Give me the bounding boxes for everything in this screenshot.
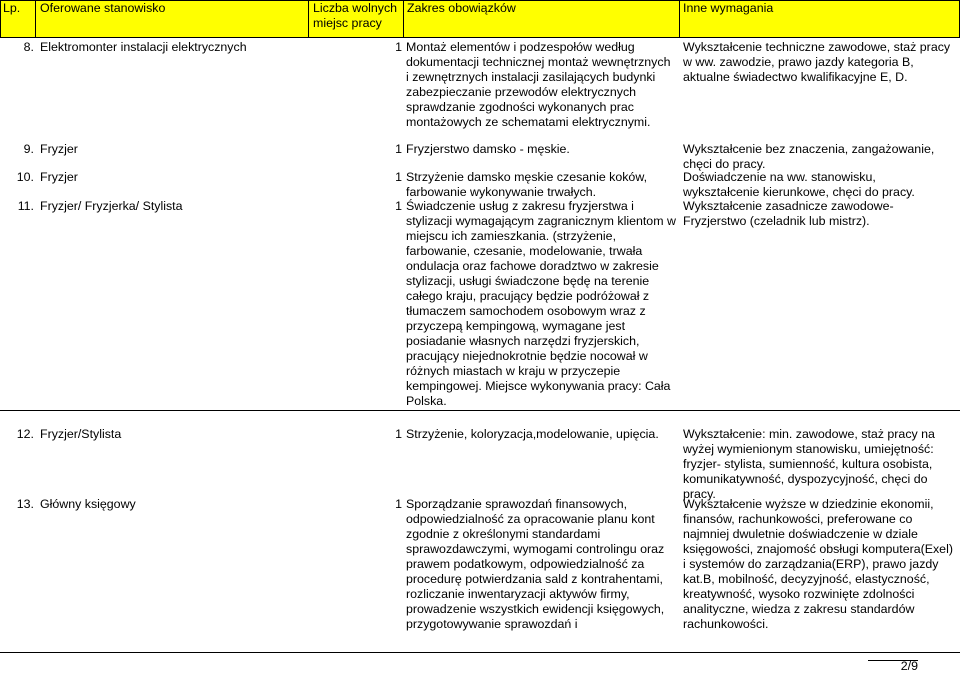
page-number: 2/9 <box>900 659 918 673</box>
row-position: Fryzjer/ Fryzjerka/ Stylista <box>40 199 183 213</box>
row-duties: Montaż elementów i podzespołów według dokumentacji technicznej montaż wewnętrznych i zewnętrznych instalacji zasilających budynki zabezpieczanie przewodów elektrycznych sprawdzanie zgodności wykonanych prac montażowych ze schematami elektrycznymi. <box>406 40 671 129</box>
row-number: 9. <box>23 142 34 156</box>
row-position: Główny księgowy <box>40 497 136 511</box>
row-duties: Fryzjerstwo damsko - męskie. <box>406 142 570 156</box>
header-divider <box>403 0 404 38</box>
header-stanowisko: Oferowane stanowisko <box>40 1 166 15</box>
row-count: 1 <box>395 170 402 184</box>
header-divider <box>0 0 1 38</box>
row-number: 8. <box>23 40 34 54</box>
header-lp: Lp. <box>3 1 21 15</box>
row-duties: Sporządzanie sprawozdań finansowych, odpowiedzialność za opracowanie planu kont zgodnie z określonymi standardami sprawozdawczymi, wymogami controlingu oraz prawem podatkowym, odpowiedzialność za procedurę potwierdzania sald z kontrahentami, rozliczanie inwentaryzacji aktywów firmy, prowadzenie wszystkich ewidencji księgowych, przygotowywanie sprawozdań i <box>406 497 665 631</box>
row-number: 10. <box>16 170 34 184</box>
header-divider <box>35 0 36 38</box>
row-count: 1 <box>395 142 402 156</box>
row-duties: Świadczenie usług z zakresu fryzjerstwa i stylizacji wymagającym zagranicznym klientom w miejscu ich zamieszkania. (strzyżenie, farbowanie, czesanie, modelowanie, trwała ondulacja oraz fachowe doradztwo w zakresie stylizacji, usługi świadczone będę na terenie całego kraju, pracujący będzie podróżował z tłumaczem samochodem osobowym wraz z przyczepą kempingową, wymagane jest posiadanie własnych narzędzi fryzjerskich, pracujący niejednokrotnie będzie nocował w różnych miastach w kraju w przyczepie kempingowej. Miejsce wykonywania pracy: Cała Polska. <box>406 199 676 408</box>
row-requirements: Wykształcenie zasadnicze zawodowe- Fryzjerstwo (czeladnik lub mistrz). <box>683 199 894 228</box>
header-zakres: Zakres obowiązków <box>407 1 516 15</box>
row-count: 1 <box>395 40 402 54</box>
row-requirements: Doświadczenie na ww. stanowisku, wykształcenie kierunkowe, chęci do pracy. <box>683 170 915 199</box>
row-position: Elektromonter instalacji elektrycznych <box>40 40 247 54</box>
row-count: 1 <box>395 497 402 511</box>
row-number: 11. <box>17 199 34 213</box>
row-number: 13. <box>16 497 34 511</box>
header-divider <box>308 0 309 38</box>
row-count: 1 <box>395 427 402 441</box>
row-duties: Strzyżenie, koloryzacja,modelowanie, upięcia. <box>406 427 659 441</box>
header-bottom-border <box>0 37 960 38</box>
row-requirements: Wykształcenie techniczne zawodowe, staż pracy w ww. zawodzie, prawo jazdy kategoria B, aktualne świadectwo kwalifikacyjne E, D. <box>683 40 951 84</box>
row-separator <box>0 652 960 653</box>
header-inne: Inne wymagania <box>683 1 774 15</box>
row-position: Fryzjer <box>40 142 78 156</box>
row-position: Fryzjer/Stylista <box>40 427 122 441</box>
row-position: Fryzjer <box>40 170 78 184</box>
row-number: 12. <box>16 427 34 441</box>
header-liczba: Liczba wolnych miejsc pracy <box>313 1 398 30</box>
header-divider <box>679 0 680 38</box>
row-requirements: Wykształcenie wyższe w dziedzinie ekonomii, finansów, rachunkowości, preferowane co najmniej dwuletnie doświadczenie w dziale księgowości, znajomość obsługi komputera(Exel) i systemów do zarządzania(ERP), prawo jazdy kat.B, mobilność, decyzyjność, elastyczność, kreatywność, wysoko rozwinięte zdolności analityczne, wiedza z zakresu standardów rachunkowości. <box>683 497 953 631</box>
row-requirements: Wykształcenie bez znaczenia, zangażowanie, chęci do pracy. <box>683 142 935 171</box>
row-count: 1 <box>395 199 402 213</box>
row-duties: Strzyżenie damsko męskie czesanie koków, farbowanie wykonywanie trwałych. <box>406 170 648 199</box>
row-requirements: Wykształcenie: min. zawodowe, staż pracy na wyżej wymienionym stanowisku, umiejętność: fryzjer- stylista, sumienność, kultura osobista, komunikatywność, dyspozycyjność, chęci do pracy. <box>683 427 935 501</box>
row-separator <box>0 410 960 411</box>
